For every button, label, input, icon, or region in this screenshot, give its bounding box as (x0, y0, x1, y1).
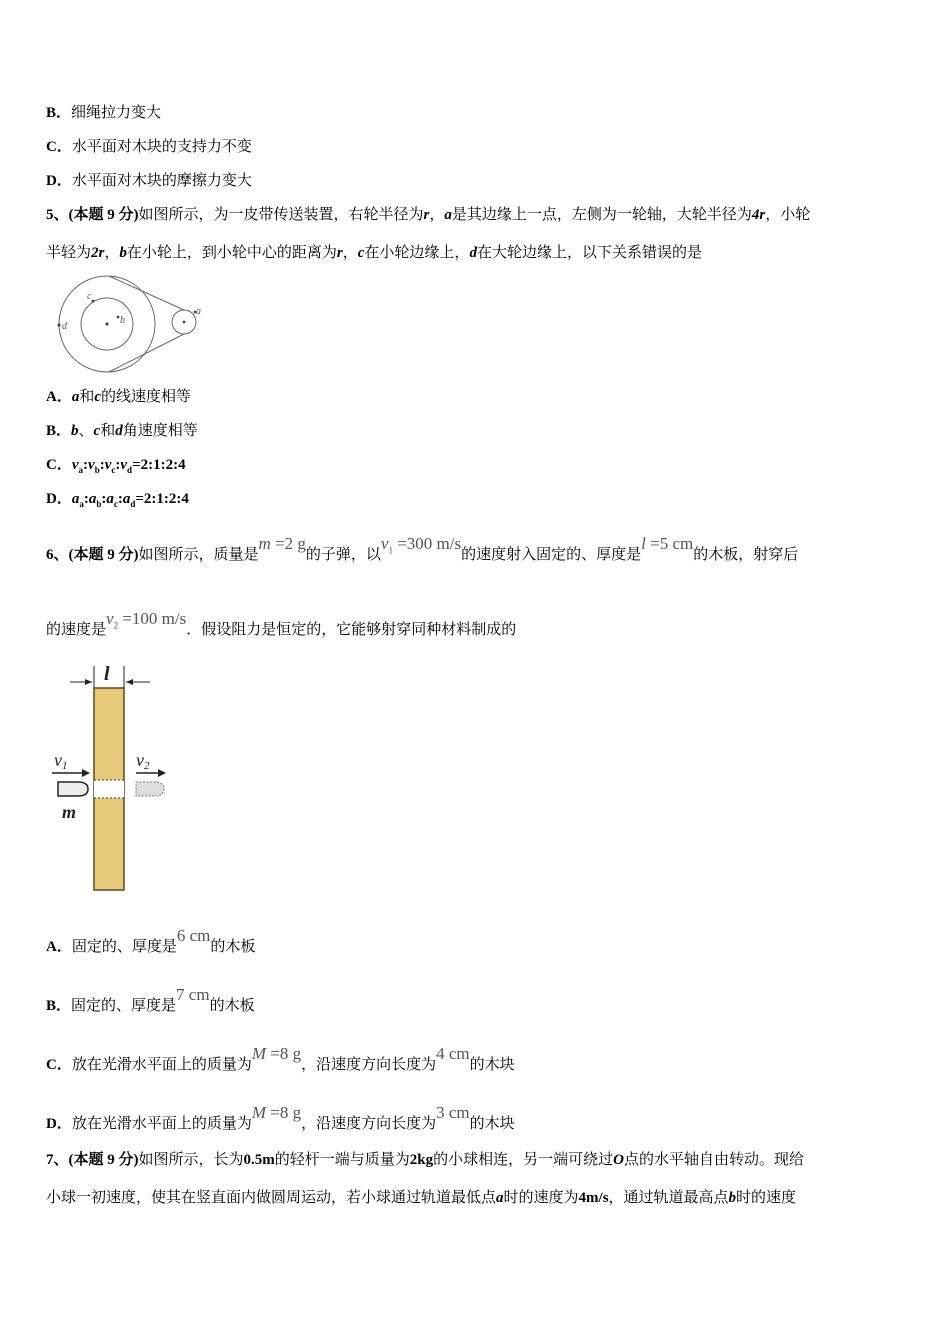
q6-stem-line2: 的速度是$v_2 =100$ m/s．假设阻力是恒定的，它能够射穿同种材料制成的 (46, 609, 517, 638)
point-d-dot (57, 323, 60, 326)
q6-thickness-formula: l =5 cm (641, 534, 694, 553)
bullet-after (136, 782, 164, 796)
label-a: a (196, 306, 201, 317)
point-b-dot (117, 316, 120, 319)
q7-stem-line1: 7、(本题 9 分)如图所示，长为0.5m的轻杆一端与质量为2kg的小球相连，另一端可绕过O点的水平轴自由转动。现给 (46, 1150, 805, 1168)
point-c-dot (92, 300, 95, 303)
dim-right-arrowhead (126, 679, 133, 685)
q7-stem-line2: 小球一初速度，使其在竖直面内做圆周运动，若小球通过轨道最低点a时的速度为4m/s，通过轨道最高点b时的速度 (46, 1188, 797, 1206)
label-c: c (87, 291, 92, 302)
q5-stem-line2: 半轻为2r，b在小轮上，到小轮中心的距离为r，c在小轮边缘上，d在大轮边缘上，以下关系错误的是 (46, 243, 702, 261)
label-b: b (120, 315, 125, 326)
q6-option-d: D．放在光滑水平面上的质量为M =8 g，沿速度方向长度为3 cm的木块 (46, 1103, 515, 1132)
q6-bullet-board-figure (48, 660, 178, 892)
q6-mass-formula: m =2 g (258, 534, 306, 553)
bullet-before (58, 782, 88, 796)
belt-top (109, 276, 184, 310)
q4-option-b: B．细绳拉力变大 (46, 103, 162, 121)
right-center-dot (183, 321, 186, 324)
q5-option-d: D．$a_a:a_b:a_c:a_d=2:1:2:4$ (46, 491, 189, 509)
label-v2: v2 (136, 750, 150, 772)
label-m: m (62, 802, 77, 822)
q4-option-c: C．水平面对木块的支持力不变 (46, 137, 252, 155)
q5-pulley-figure (52, 272, 212, 378)
q6-option-a: A．固定的、厚度是6 cm的木板 (46, 926, 256, 955)
label-v1: v1 (54, 750, 68, 772)
label-d: d (62, 321, 67, 332)
belt-bottom (109, 334, 184, 372)
q6-option-c: C．放在光滑水平面上的质量为M =8 g，沿速度方向长度为4 cm的木块 (46, 1044, 515, 1073)
q5-stem-line1: 5、(本题 9 分)如图所示，为一皮带传送装置，右轮半径为r，a是其边缘上一点，左侧为一轮轴，大轮半径为4r，小轮 (46, 205, 811, 223)
dim-left-arrowhead (85, 679, 92, 685)
q5-option-a: A．a和c的线速度相等 (46, 387, 192, 405)
v1-arrowhead (82, 769, 90, 777)
q6-option-b: B．固定的、厚度是7 cm的木板 (46, 985, 255, 1014)
v2-arrowhead (158, 769, 166, 777)
bullet-hole (94, 780, 124, 798)
q6-v2-formula: $v_2 =100$ m/s (106, 609, 187, 631)
q5-option-b: B．b、c和d角速度相等 (46, 421, 198, 439)
q6-stem-line1: 6、(本题 9 分)如图所示，质量是m =2 g的子弹，以$v_1 =300$ m/s的速度射入固定的、厚度是l =5 cm的木板，射穿后 (46, 534, 799, 563)
q4-option-d: D．水平面对木块的摩擦力变大 (46, 171, 252, 189)
q6-v1-formula: $v_1 =300$ m/s (380, 534, 462, 556)
label-l: l (104, 663, 110, 685)
center-dot (105, 322, 108, 325)
q5-option-c: C．$v_a:v_b:v_c:v_d=2:1:2:4$ (46, 457, 186, 475)
